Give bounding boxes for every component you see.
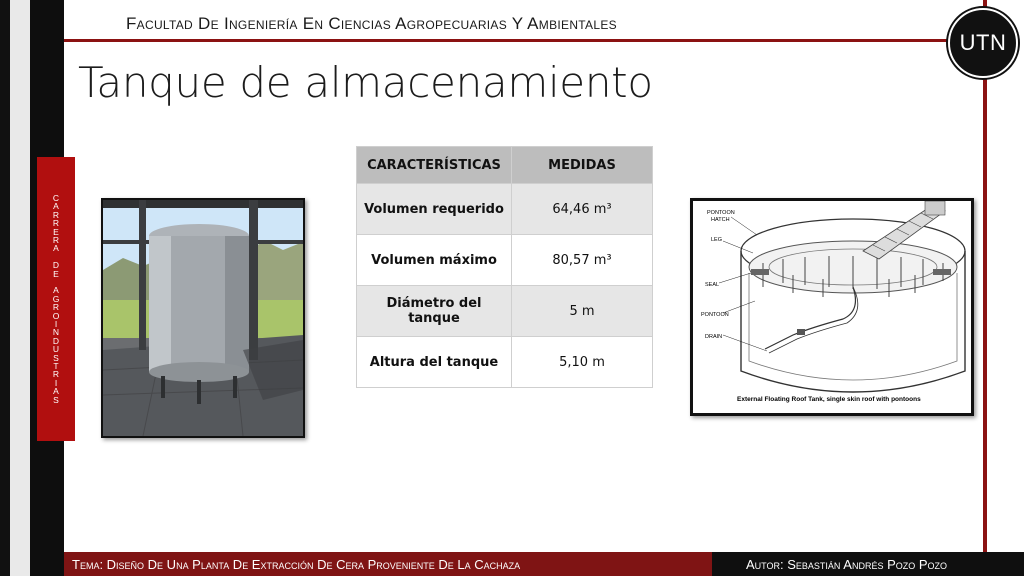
band-letter: D	[52, 260, 60, 271]
band-letter: C	[52, 192, 60, 203]
logo-text: UTN	[959, 30, 1007, 55]
band-letter: A	[53, 285, 59, 296]
label-pontoon-hatch-1: PONTOON	[707, 210, 735, 216]
row-value: 5 m	[512, 286, 653, 337]
row-value: 5,10 m	[512, 337, 653, 388]
band-letter: I	[54, 377, 58, 388]
footer-topic: Tema: Diseño De Una Planta De Extracción De Cera Proveniente De La Cachaza	[64, 552, 712, 576]
row-value: 64,46 m³	[512, 184, 653, 235]
career-vertical-band	[37, 157, 75, 441]
utn-logo	[948, 8, 1018, 78]
floating-roof-tank-diagram	[690, 198, 974, 416]
band-letter: G	[52, 293, 60, 304]
header-characteristics: CARACTERÍSTICAS	[357, 147, 512, 184]
table-row	[357, 184, 653, 235]
band-letter: R	[52, 302, 60, 313]
label-pontoon-hatch-2: HATCH	[711, 217, 730, 223]
band-letter: A	[53, 201, 59, 212]
row-label: Volumen requerido	[357, 184, 512, 235]
band-letter: A	[53, 386, 59, 397]
band-letter: R	[52, 209, 60, 220]
header-measures: MEDIDAS	[512, 147, 653, 184]
band-letter: N	[52, 327, 60, 338]
band-letter: O	[52, 310, 60, 321]
table-row	[357, 286, 653, 337]
row-label: Diámetro del tanque	[357, 286, 512, 337]
row-label: Altura del tanque	[357, 337, 512, 388]
table-row	[357, 337, 653, 388]
row-value: 80,57 m³	[512, 235, 653, 286]
right-red-rule	[983, 0, 987, 552]
label-drain: DRAIN	[705, 334, 723, 340]
header-red-rule	[64, 39, 952, 42]
band-letter: S	[53, 394, 59, 405]
band-letter: I	[54, 319, 58, 330]
band-letter: R	[52, 218, 60, 229]
band-letter: S	[53, 352, 59, 363]
band-letter: A	[53, 243, 59, 254]
diagram-caption: External Floating Roof Tank, single skin roof with pontoons	[737, 396, 921, 403]
row-label: Volumen máximo	[357, 235, 512, 286]
band-letter: D	[52, 335, 60, 346]
label-leg: LEG	[711, 237, 723, 243]
band-letter: E	[53, 268, 59, 279]
band-letter: U	[52, 344, 60, 355]
faculty-title: Facultad De Ingeniería En Ciencias Agropecuarias Y Ambientales	[126, 14, 617, 33]
page-title: Tanque de almacenamiento	[78, 58, 653, 107]
label-pontoon: PONTOON	[701, 312, 729, 318]
tank-specs-table	[356, 146, 653, 388]
tank-render-image	[101, 198, 305, 438]
band-letter: R	[52, 234, 60, 245]
footer-bar	[64, 552, 1024, 576]
footer-author: Autor: Sebastián Andrés Pozo Pozo	[712, 552, 1024, 576]
band-letter: R	[52, 369, 60, 380]
label-seal: SEAL	[705, 282, 720, 288]
band-letter: T	[53, 361, 59, 372]
left-gray-strip	[10, 0, 30, 576]
band-letter: E	[53, 226, 59, 237]
table-row	[357, 235, 653, 286]
left-edge-bar	[0, 0, 10, 576]
